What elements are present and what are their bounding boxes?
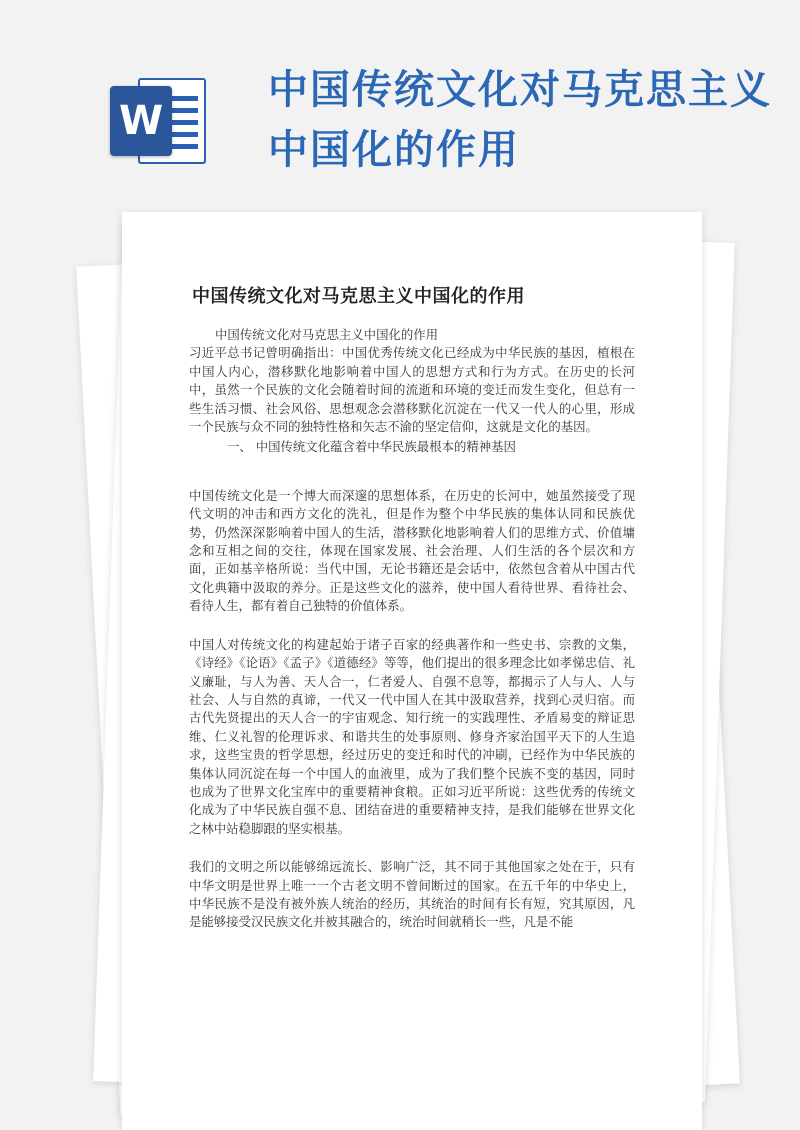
banner [0,0,800,210]
section-heading: 一、 中国传统文化蕴含着中华民族最根本的精神基因 [227,439,516,455]
document-title: 中国传统文化对马克思主义中国化的作用 [192,286,525,307]
document-body [189,326,635,1126]
intro-paragraph: 习近平总书记曾明确指出：中国优秀传统文化已经成为中华民族的基因，植根在中国人内心，潜移默化地影响着中国人的思想方式和行为方式。在历史的长河中，虽然一个民族的文化会随着时间的流逝和环境的变迁而发生变化，但总有一些生活习惯、社会风俗、思想观念会潜移默化沉淀在一代又一代人的心里，形成一个民族与众不同的独特性格和矢志不渝的坚定信仰，这就是文化的基因。 [189,345,635,435]
banner-title: 中国传统文化对马克思主义中国化的作用 [268,67,772,173]
document-subtitle: 中国传统文化对马克思主义中国化的作用 [215,327,439,342]
body-paragraph: 中国传统文化是一个博大而深邃的思想体系，在历史的长河中，她虽然接受了现代文明的冲击和西方文化的洗礼，但是作为整个中华民族的集体认同和民族优势，仍然深深影响着中国人的生活，潜移默化地影响着人们的思维方式、价值墉念和互相之间的交往，体现在国家发展、社会治理、人们生活的各个层次和方面，正如基辛格所说：当代中国，无论书籍还是会话中，依然包含着从中国古代文化典籍中汲取的养分。正是这些文化的滋养，使中国人看待世界、看待社会、看待人生，都有着自己独特的价值体系。 [189,487,635,614]
body-paragraph: 中国人对传统文化的构建起始于诸子百家的经典著作和一些史书、宗教的文集，《诗经》《论语》《孟子》《道德经》等等，他们提出的很多理念比如孝悌忠信、礼义廉耻，与人为善、天人合一，仁者爱人、自强不息等，都揭示了人与人、人与社会、人与自然的真谛，一代又一代中国人在其中汲取营养，找到心灵归宿。而古代先贤提出的天人合一的宇宙观念、知行统一的实践理性、矛盾易变的辩证思维、仁义礼智的伦理诉求、和谐共生的处事原则、修身齐家治国平天下的人生追求，这些宝贵的哲学思想，经过历史的变迁和时代的冲刷，已经作为中华民族的集体认同沉淀在每一个中国人的血液里，成为了我们整个民族不变的基因，同时也成为了世界文化宝库中的重要精神食粮。正如习近平所说：这些优秀的传统文化成为了中华民族自强不息、团结奋进的重要精神支持，是我们能够在世界文化之林中站稳脚跟的坚实根基。 [189,636,635,836]
word-document-icon [110,72,210,170]
body-paragraph: 我们的文明之所以能够绵远流长、影响广泛，其不同于其他国家之处在于，只有中华文明是世界上唯一一个古老文明不曾间断过的国家。在五千年的中华史上，中华民族不是没有被外族人统治的经历，其统治的时间有长有短，究其原因，凡是能够接受汉民族文化并被其融合的，统治时间就稍长一些，凡是不能 [189,859,635,930]
word-badge: W [110,86,172,156]
